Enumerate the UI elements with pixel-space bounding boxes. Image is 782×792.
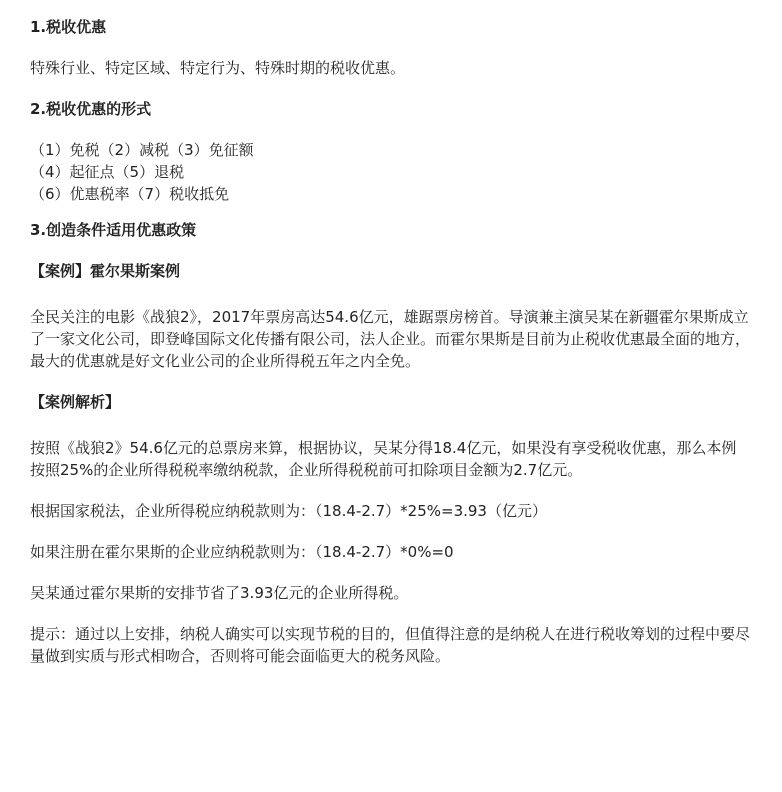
section-3-title: 3.创造条件适用优惠政策 <box>30 221 197 239</box>
analysis-title: 【案例解析】 <box>30 393 121 411</box>
analysis-paragraph-1: 按照《战狼2》54.6亿元的总票房来算，根据协议，吴某分得18.4亿元，如果没有享受税收优惠，那么本例按照25%的企业所得税税率缴纳税款，企业所得税税前可扣除项目金额为2.7亿元。 <box>30 439 737 479</box>
list-item: （6）优惠税率（7）税收抵免 <box>30 185 230 203</box>
list-item: （1）免税（2）减税（3）免征额 <box>30 141 254 159</box>
tax-incentive-forms-list <box>30 139 750 205</box>
article-body <box>30 16 750 667</box>
case-text: 全民关注的电影《战狼2》，2017年票房高达54.6亿元，雄踞票房榜首。导演兼主演吴某在新疆霍尔果斯成立了一家文化公司，即登峰国际文化传播有限公司，法人企业。而霍尔果斯是目前为止税收优惠最全面的地方，最大的优惠就是好文化业公司的企业所得税五年之内全免。 <box>30 308 751 370</box>
section-2-title: 2.税收优惠的形式 <box>30 100 152 118</box>
analysis-paragraph-4: 吴某通过霍尔果斯的安排节省了3.93亿元的企业所得税。 <box>30 584 409 602</box>
analysis-paragraph-3: 如果注册在霍尔果斯的企业应纳税款则为：（18.4-2.7）*0%=0 <box>30 543 454 561</box>
tip-paragraph: 提示：通过以上安排，纳税人确实可以实现节税的目的，但值得注意的是纳税人在进行税收筹划的过程中要尽量做到实质与形式相吻合，否则将可能会面临更大的税务风险。 <box>30 625 751 665</box>
analysis-paragraph-2: 根据国家税法，企业所得税应纳税款则为：（18.4-2.7）*25%=3.93（亿元） <box>30 502 547 520</box>
list-item: （4）起征点（5）退税 <box>30 163 185 181</box>
section-1-text: 特殊行业、特定区域、特定行为、特殊时期的税收优惠。 <box>30 59 406 77</box>
case-title: 【案例】霍尔果斯案例 <box>30 262 181 280</box>
section-1-title: 1.税收优惠 <box>30 18 107 36</box>
